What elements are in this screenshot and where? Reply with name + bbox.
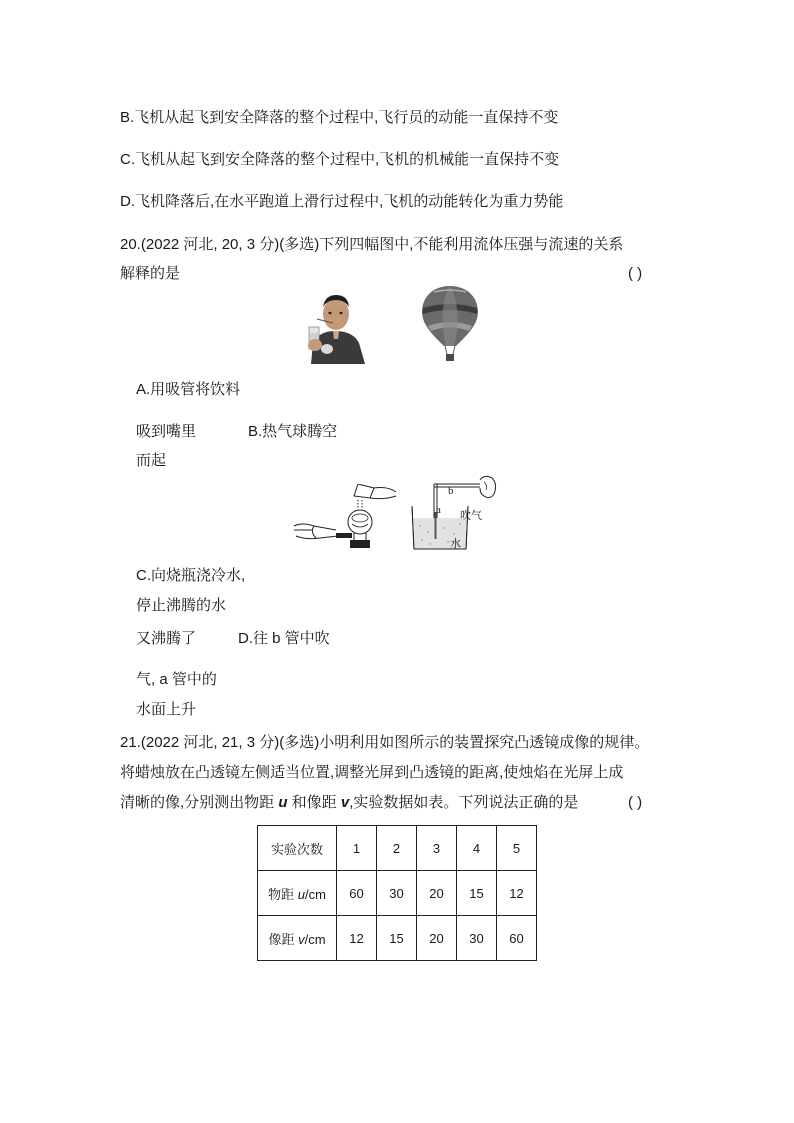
hot-air-balloon-image	[420, 284, 480, 364]
q21-stem-line3	[120, 793, 578, 813]
table-row	[258, 916, 537, 961]
fig-label-water: 水	[450, 538, 461, 550]
option-b-prev: B.飞机从起飞到安全降落的整个过程中,飞行员的动能一直保持不变	[120, 109, 559, 126]
table-header-object-distance	[258, 871, 337, 916]
label-unit: /cm	[304, 886, 326, 902]
table-row	[258, 871, 537, 916]
q20-option-d-line3: 水面上升	[136, 701, 197, 718]
table-cell: 3	[417, 826, 457, 871]
fig-label-blow: 吹气	[460, 510, 482, 522]
label-text: 物距	[268, 886, 298, 902]
var-u: u	[278, 794, 288, 811]
flask-cold-water-image	[292, 484, 402, 556]
q20-option-c-line1: C.向烧瓶浇冷水,	[136, 567, 246, 584]
table-cell: 4	[457, 826, 497, 871]
q21-stem-text-a: 清晰的像,分别测出物距	[120, 794, 279, 811]
table-cell: 1	[337, 826, 377, 871]
q20-option-a-line2: 吸到嘴里	[136, 423, 197, 440]
table-cell: 60	[337, 871, 377, 916]
table-cell: 12	[337, 916, 377, 961]
table-row	[258, 826, 537, 871]
table-cell: 60	[497, 916, 537, 961]
q21-stem-text-b: 和像距	[287, 794, 341, 811]
option-c-prev: C.飞机从起飞到安全降落的整个过程中,飞机的机械能一直保持不变	[120, 151, 560, 168]
table-header-image-distance	[258, 916, 337, 961]
var-v: v	[340, 794, 350, 811]
boy-drinking-straw-image	[305, 287, 367, 364]
table-header-trial: 实验次数	[258, 826, 337, 871]
table-cell: 20	[417, 871, 457, 916]
q20-option-b-line2: 而起	[136, 452, 167, 469]
table-cell: 2	[377, 826, 417, 871]
table-cell: 15	[377, 916, 417, 961]
q20-stem-line1: 20.(2022 河北, 20, 3 分)(多选)下列四幅图中,不能利用流体压强与流速的关系	[120, 236, 624, 253]
fig-label-a: a	[436, 504, 441, 516]
fig-label-b: b	[448, 485, 454, 497]
option-d-prev: D.飞机降落后,在水平跑道上滑行过程中,飞机的动能转化为重力势能	[120, 193, 564, 210]
q20-option-d-line2: 气, a 管中的	[136, 671, 217, 688]
q20-option-b-line1: B.热气球腾空	[248, 423, 338, 440]
table-cell: 30	[377, 871, 417, 916]
table-cell: 30	[457, 916, 497, 961]
q20-answer-paren: ( )	[628, 265, 643, 282]
q20-option-d-line1: D.往 b 管中吹	[238, 630, 330, 647]
q20-stem-line2: 解释的是	[120, 265, 181, 282]
q20-option-a-line1: A.用吸管将饮料	[136, 381, 241, 398]
q21-stem-line2: 将蜡烛放在凸透镜左侧适当位置,调整光屏到凸透镜的距离,使烛焰在光屏上成	[120, 764, 624, 781]
table-cell: 12	[497, 871, 537, 916]
label-unit: /cm	[304, 931, 326, 947]
q21-stem-line1: 21.(2022 河北, 21, 3 分)(多选)小明利用如图所示的装置探究凸透镜成像的规律。	[120, 734, 650, 751]
label-var-v: v	[298, 931, 305, 947]
table-cell: 15	[457, 871, 497, 916]
label-var-u: u	[297, 886, 305, 902]
q21-answer-paren: ( )	[628, 794, 643, 811]
lens-data-table	[257, 825, 537, 961]
table-cell: 5	[497, 826, 537, 871]
q21-stem-text-c: ,实验数据如表。下列说法正确的是	[349, 794, 579, 811]
table-cell: 20	[417, 916, 457, 961]
q20-option-c-line2: 停止沸腾的水	[136, 597, 227, 614]
q20-option-c-line3: 又沸腾了	[136, 630, 197, 647]
label-text: 像距	[268, 931, 299, 947]
